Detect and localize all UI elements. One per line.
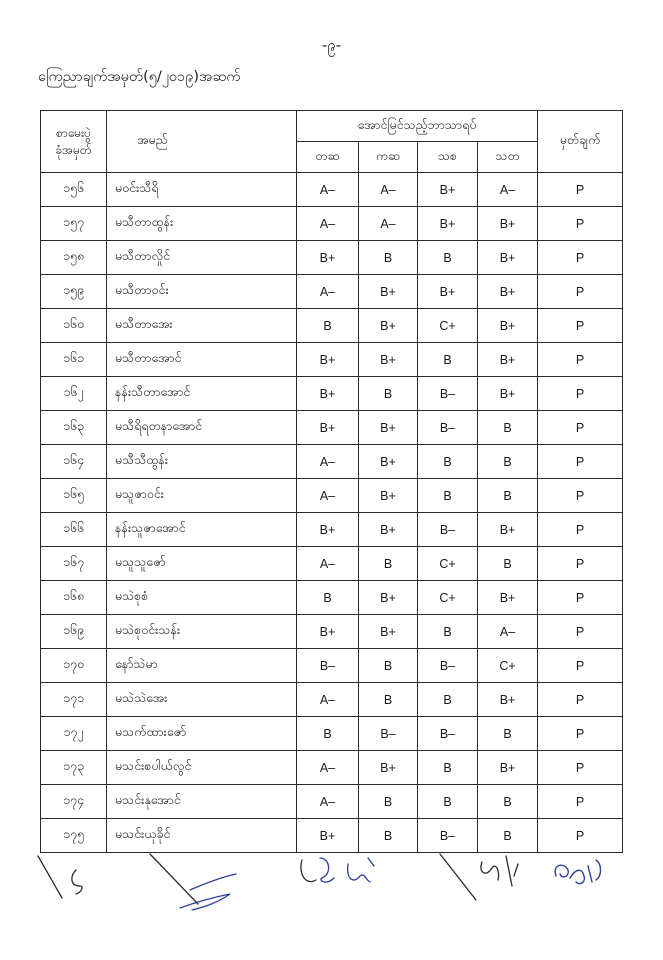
table-row bbox=[41, 581, 623, 615]
announcement-heading: ကြေညာချက်အမှတ်(၅/၂၀၁၉)အဆက် bbox=[38, 69, 241, 85]
grade-cell: B+ bbox=[478, 275, 538, 309]
student-name: မသူဇာဝင်း bbox=[107, 479, 297, 513]
student-name: မသီတာအေး bbox=[107, 309, 297, 343]
remark-cell: P bbox=[538, 649, 623, 683]
table-row bbox=[41, 173, 623, 207]
grade-cell: B+ bbox=[359, 445, 418, 479]
grade-cell: B bbox=[359, 785, 418, 819]
table-row bbox=[41, 479, 623, 513]
grade-cell: B+ bbox=[478, 309, 538, 343]
remark-cell: P bbox=[538, 241, 623, 275]
table-row bbox=[41, 445, 623, 479]
table-row bbox=[41, 309, 623, 343]
table-row bbox=[41, 241, 623, 275]
grade-cell: B+ bbox=[359, 615, 418, 649]
student-name: မသဲစုစံ bbox=[107, 581, 297, 615]
roll-number: ၁၇၀ bbox=[41, 649, 107, 683]
grade-cell: B bbox=[359, 649, 418, 683]
student-name: မသဲသဲအေး bbox=[107, 683, 297, 717]
roll-number: ၁၇၄ bbox=[41, 785, 107, 819]
grade-cell: B bbox=[478, 785, 538, 819]
grade-cell: B bbox=[418, 683, 478, 717]
student-name: မသက်ထားဇော် bbox=[107, 717, 297, 751]
header-subject: သစ bbox=[418, 142, 478, 173]
table-row bbox=[41, 343, 623, 377]
roll-number: ၁၇၅ bbox=[41, 819, 107, 853]
grade-cell: B bbox=[478, 445, 538, 479]
grade-cell: B– bbox=[418, 513, 478, 547]
table-row bbox=[41, 649, 623, 683]
grade-cell: B bbox=[418, 751, 478, 785]
header-subject: ကဆ bbox=[359, 142, 418, 173]
roll-number: ၁၆၃ bbox=[41, 411, 107, 445]
grade-cell: B+ bbox=[297, 343, 359, 377]
grade-cell: B+ bbox=[359, 751, 418, 785]
grade-cell: B– bbox=[359, 717, 418, 751]
student-name: နန်းသီတာအောင် bbox=[107, 377, 297, 411]
header-passed-subjects: အောင်မြင်သည့်ဘာသာရပ် bbox=[297, 111, 538, 142]
table-row bbox=[41, 377, 623, 411]
grade-cell: B+ bbox=[359, 275, 418, 309]
roll-number: ၁၆၀ bbox=[41, 309, 107, 343]
student-name: မသီတာအောင် bbox=[107, 343, 297, 377]
header-subject: တဆ bbox=[297, 142, 359, 173]
remark-cell: P bbox=[538, 683, 623, 717]
grade-cell: B+ bbox=[359, 411, 418, 445]
student-name: မသီတာဝင်း bbox=[107, 275, 297, 309]
grade-cell: B bbox=[478, 717, 538, 751]
grade-cell: B+ bbox=[478, 241, 538, 275]
remark-cell: P bbox=[538, 513, 623, 547]
grade-cell: C+ bbox=[478, 649, 538, 683]
roll-number: ၁၆၇ bbox=[41, 547, 107, 581]
remark-cell: P bbox=[538, 343, 623, 377]
grade-cell: B+ bbox=[359, 479, 418, 513]
grade-cell: A– bbox=[297, 479, 359, 513]
grade-cell: B– bbox=[297, 649, 359, 683]
grade-cell: B+ bbox=[297, 615, 359, 649]
roll-number: ၁၇၁ bbox=[41, 683, 107, 717]
grade-cell: B+ bbox=[478, 683, 538, 717]
header-subject: သတ bbox=[478, 142, 538, 173]
grade-cell: B+ bbox=[478, 581, 538, 615]
grade-cell: B bbox=[478, 411, 538, 445]
table-row bbox=[41, 615, 623, 649]
grade-cell: B+ bbox=[297, 377, 359, 411]
remark-cell: P bbox=[538, 819, 623, 853]
roll-number: ၁၅၈ bbox=[41, 241, 107, 275]
grade-cell: B+ bbox=[478, 343, 538, 377]
header-roll-line2: ခုံအမှတ် bbox=[55, 142, 92, 157]
grade-cell: B bbox=[478, 547, 538, 581]
header-roll-line1: စာမေးပွဲ bbox=[56, 125, 91, 140]
grade-cell: B+ bbox=[297, 411, 359, 445]
roll-number: ၁၆၂ bbox=[41, 377, 107, 411]
table-row bbox=[41, 411, 623, 445]
grade-cell: B bbox=[418, 241, 478, 275]
grade-cell: B bbox=[359, 683, 418, 717]
page-number: -၉- bbox=[321, 36, 342, 54]
header-remark: မှတ်ချက် bbox=[538, 111, 623, 173]
roll-number: ၁၇၃ bbox=[41, 751, 107, 785]
student-name: မသီတာလှိုင် bbox=[107, 241, 297, 275]
student-name: မသဲစုဝင်းသန်း bbox=[107, 615, 297, 649]
grade-cell: B+ bbox=[359, 309, 418, 343]
remark-cell: P bbox=[538, 785, 623, 819]
remark-cell: P bbox=[538, 445, 623, 479]
student-name: မသင်းစပါယ်လွင် bbox=[107, 751, 297, 785]
table-row bbox=[41, 717, 623, 751]
grade-cell: B– bbox=[418, 717, 478, 751]
signatures bbox=[30, 846, 630, 916]
grade-cell: A– bbox=[297, 275, 359, 309]
grade-cell: A– bbox=[297, 785, 359, 819]
grade-cell: A– bbox=[359, 207, 418, 241]
remark-cell: P bbox=[538, 581, 623, 615]
results-table bbox=[40, 110, 623, 853]
student-name: မသီရိရတနာအောင် bbox=[107, 411, 297, 445]
grade-cell: B– bbox=[418, 377, 478, 411]
remark-cell: P bbox=[538, 377, 623, 411]
roll-number: ၁၆၄ bbox=[41, 445, 107, 479]
grade-cell: B bbox=[359, 547, 418, 581]
grade-cell: C+ bbox=[418, 581, 478, 615]
roll-number: ၁၆၈ bbox=[41, 581, 107, 615]
grade-cell: B bbox=[297, 581, 359, 615]
grade-cell: B+ bbox=[418, 173, 478, 207]
student-name: နန်းသူဇာအောင် bbox=[107, 513, 297, 547]
grade-cell: B+ bbox=[297, 241, 359, 275]
student-name: မဝင်းသီရိ bbox=[107, 173, 297, 207]
grade-cell: A– bbox=[359, 173, 418, 207]
roll-number: ၁၅၆ bbox=[41, 173, 107, 207]
signature-2 bbox=[150, 854, 236, 910]
grade-cell: B+ bbox=[418, 275, 478, 309]
remark-cell: P bbox=[538, 615, 623, 649]
remark-cell: P bbox=[538, 411, 623, 445]
remark-cell: P bbox=[538, 751, 623, 785]
grade-cell: B bbox=[359, 819, 418, 853]
grade-cell: B bbox=[359, 377, 418, 411]
grade-cell: A– bbox=[297, 173, 359, 207]
remark-cell: P bbox=[538, 717, 623, 751]
remark-cell: P bbox=[538, 173, 623, 207]
grade-cell: B– bbox=[418, 649, 478, 683]
grade-cell: B bbox=[297, 717, 359, 751]
signature-4 bbox=[440, 854, 518, 900]
grade-cell: A– bbox=[297, 751, 359, 785]
grade-cell: B bbox=[418, 343, 478, 377]
grade-cell: B+ bbox=[359, 343, 418, 377]
table-row bbox=[41, 513, 623, 547]
grade-cell: C+ bbox=[418, 309, 478, 343]
roll-number: ၁၆၆ bbox=[41, 513, 107, 547]
table-row bbox=[41, 207, 623, 241]
header-roll-number bbox=[41, 111, 107, 173]
grade-cell: B– bbox=[418, 411, 478, 445]
grade-cell: B+ bbox=[478, 513, 538, 547]
signature-3 bbox=[301, 858, 374, 882]
grade-cell: B bbox=[418, 615, 478, 649]
table-row bbox=[41, 751, 623, 785]
student-name: မသီသီထွန်း bbox=[107, 445, 297, 479]
remark-cell: P bbox=[538, 547, 623, 581]
roll-number: ၁၅၇ bbox=[41, 207, 107, 241]
remark-cell: P bbox=[538, 207, 623, 241]
grade-cell: B bbox=[478, 819, 538, 853]
grade-cell: B+ bbox=[478, 207, 538, 241]
grade-cell: B+ bbox=[478, 751, 538, 785]
student-name: မသီတာထွန်း bbox=[107, 207, 297, 241]
table-row bbox=[41, 785, 623, 819]
roll-number: ၁၇၂ bbox=[41, 717, 107, 751]
grade-cell: B+ bbox=[418, 207, 478, 241]
student-name: မသင်းယုခိုင် bbox=[107, 819, 297, 853]
table-row bbox=[41, 547, 623, 581]
student-name: နော်သဲမာ bbox=[107, 649, 297, 683]
grade-cell: A– bbox=[297, 207, 359, 241]
grade-cell: B+ bbox=[297, 819, 359, 853]
table-row bbox=[41, 275, 623, 309]
roll-number: ၁၆၉ bbox=[41, 615, 107, 649]
remark-cell: P bbox=[538, 275, 623, 309]
student-name: မသင်းနုအောင် bbox=[107, 785, 297, 819]
signature-5 bbox=[555, 860, 600, 884]
remark-cell: P bbox=[538, 479, 623, 513]
grade-cell: B+ bbox=[478, 377, 538, 411]
grade-cell: A– bbox=[478, 173, 538, 207]
grade-cell: B+ bbox=[297, 513, 359, 547]
table-row bbox=[41, 683, 623, 717]
signature-1 bbox=[38, 856, 82, 898]
grade-cell: B bbox=[418, 785, 478, 819]
student-name: မသူသူဇော် bbox=[107, 547, 297, 581]
grade-cell: B+ bbox=[359, 581, 418, 615]
header-name: အမည် bbox=[107, 111, 297, 173]
grade-cell: A– bbox=[297, 547, 359, 581]
grade-cell: B bbox=[478, 479, 538, 513]
grade-cell: B bbox=[418, 445, 478, 479]
grade-cell: A– bbox=[297, 683, 359, 717]
grade-cell: C+ bbox=[418, 547, 478, 581]
grade-cell: B– bbox=[418, 819, 478, 853]
grade-cell: B bbox=[297, 309, 359, 343]
grade-cell: A– bbox=[478, 615, 538, 649]
roll-number: ၁၆၅ bbox=[41, 479, 107, 513]
roll-number: ၁၆၁ bbox=[41, 343, 107, 377]
grade-cell: B bbox=[359, 241, 418, 275]
roll-number: ၁၅၉ bbox=[41, 275, 107, 309]
grade-cell: B+ bbox=[359, 513, 418, 547]
grade-cell: B bbox=[418, 479, 478, 513]
grade-cell: A– bbox=[297, 445, 359, 479]
remark-cell: P bbox=[538, 309, 623, 343]
